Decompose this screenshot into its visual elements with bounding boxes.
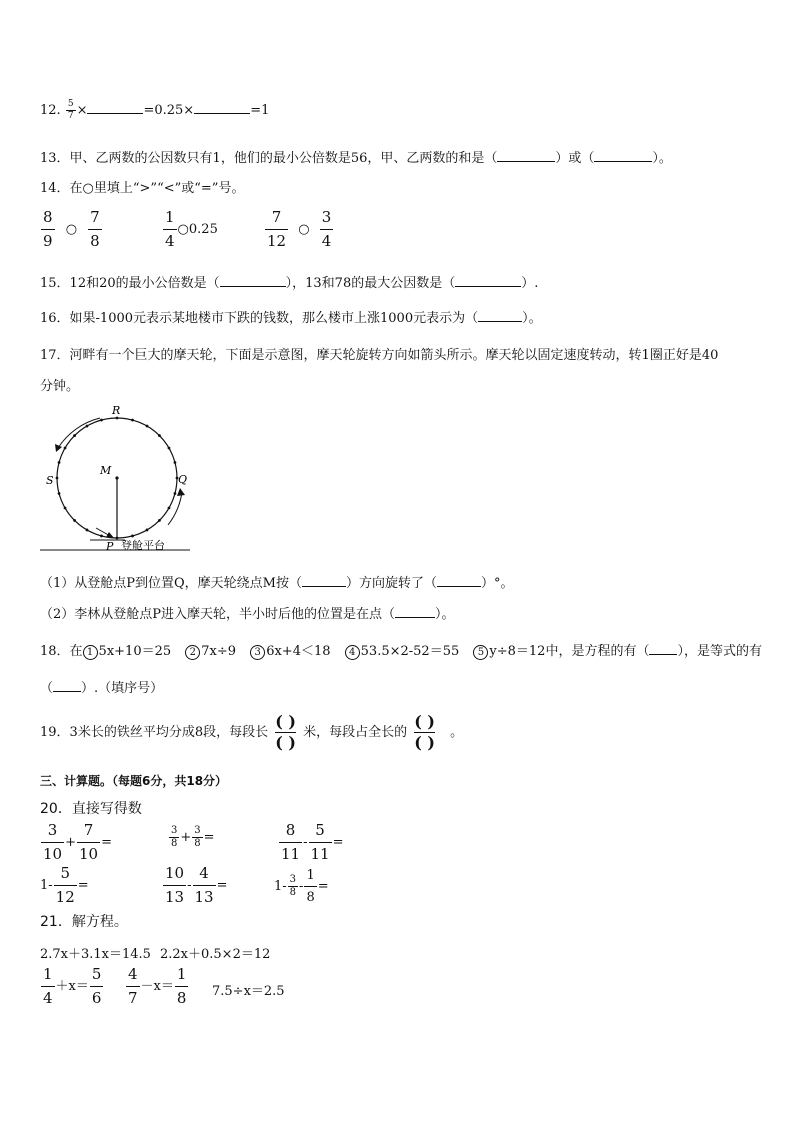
q15-blank-2[interactable] [455, 286, 521, 287]
q20-r1-item-1: $\frac{3}{10}$ + $\frac{7}{10}$ = [43, 821, 112, 863]
cabin-dot [100, 535, 103, 538]
q20-r2-item-3: 1- $\frac{3}{8}$ - $\frac{1}{8}$ = [274, 868, 329, 905]
q21-equation-1: 2.7x＋3.1x＝14.5 [40, 947, 151, 962]
q15: 15．12和20的最小公倍数是（ ），13和78的最大公因数是（ ）. [40, 276, 539, 291]
q21-title: 21．解方程。 [40, 914, 128, 930]
fraction: $\frac{3}{4}$ [321, 208, 332, 250]
q21-equation-4: $\frac{4}{7}$ －x＝ $\frac{1}{8}$ [128, 965, 187, 1007]
cabin-dot [168, 507, 171, 510]
q17-blank-3[interactable] [395, 617, 435, 618]
q19-paren-fraction-2[interactable]: $\frac{( )}{( )}$ [414, 712, 435, 752]
cabin-dot [64, 447, 67, 450]
fraction: $\frac{7}{12}$ [267, 208, 287, 250]
label-R: R [112, 404, 121, 417]
cabin-dot [158, 519, 161, 522]
label-S: S [46, 474, 54, 487]
q17-sub-1: （1）从登舱点P到位置Q，摩天轮绕点M按（ ）方向旋转了（ ）°。 [40, 576, 514, 591]
cabin-dot [168, 447, 171, 450]
cabin-dot [146, 529, 149, 532]
q17-blank-2[interactable] [437, 586, 481, 587]
q13: 13．甲、乙两数的公因数只有1，他们的最小公倍数是56，甲、乙两数的和是（ ）或（ ）。 [40, 151, 672, 166]
cabin-dot [131, 419, 134, 422]
q14-pair-1 [40, 210, 103, 249]
label-platform: 登舱平台 [121, 539, 165, 552]
cabin-dot [73, 519, 76, 522]
q17-line-2: 分钟。 [40, 379, 80, 394]
q16: 16．如果-1000元表示某地楼市下跌的钱数，那么楼市上涨1000元表示为（ ）。 [40, 311, 542, 326]
q13-blank-2[interactable] [594, 161, 652, 162]
q18-line-1: 18．在 1 5x+10＝25 2 7x÷9 3 6x+4＜18 4 53.5×2-52＝55 5 y÷8＝12中，是方程的有（ ），是等式的有 [40, 644, 762, 659]
cabin-dot [58, 492, 61, 495]
fraction: $\frac{8}{9}$ [43, 208, 53, 250]
cabin-dot [86, 529, 89, 532]
cabin-dot [64, 507, 67, 510]
q21-equation-2: 2.2x＋0.5×2＝12 [160, 947, 271, 962]
label-M: M [100, 464, 112, 477]
label-Q: Q [178, 473, 188, 486]
q12-blank-1[interactable] [87, 113, 143, 114]
q18-item-4: 4 53.5×2-52＝55 [345, 644, 460, 659]
cabin-dot [131, 535, 134, 538]
compare-circle[interactable]: ○ [177, 222, 189, 237]
q18-item-1: 1 5x+10＝25 [83, 644, 172, 659]
q20-r1-item-2: $\frac{3}{8}$ + $\frac{3}{8}$ = [171, 825, 215, 849]
q21-equation-3: $\frac{1}{4}$ ＋x＝ $\frac{5}{6}$ [43, 965, 102, 1007]
q18-blank-2[interactable] [53, 691, 81, 692]
q17-sub-2: （2）李林从登舱点P进入摩天轮，半小时后他的位置是在点（ ）。 [40, 607, 455, 622]
q12-fraction: $\frac{5}{7}$ [67, 99, 74, 121]
cabin-dot [73, 434, 76, 437]
q20-r2-item-1: 1- $\frac{5}{12}$ = [40, 864, 89, 906]
q14-pair-3 [264, 210, 334, 249]
cabin-dot [174, 492, 177, 495]
fraction: $\frac{7}{8}$ [90, 208, 100, 250]
cabin-dot [116, 417, 119, 420]
q20-title: 20．直接写得数 [40, 801, 142, 817]
q18-item-5: 5 y÷8＝12 [473, 644, 545, 659]
cabin-dot [100, 419, 103, 422]
q18-blank-1[interactable] [649, 654, 677, 655]
cabin-dot [146, 425, 149, 428]
q17-blank-1[interactable] [302, 586, 346, 587]
cabin-dot [158, 434, 161, 437]
compare-circle[interactable]: ○ [298, 222, 310, 237]
cabin-dot [86, 425, 89, 428]
q21-equation-5: 7.5÷x＝2.5 [212, 984, 285, 999]
q19: 19．3米长的铁丝平均分成8段，每段长 $\frac{( )}{( )}$ 米，每段占全长的 $\frac{( )}{( )}$ 。 [40, 712, 464, 752]
q18-item-3: 3 6x+4＜18 [250, 644, 330, 659]
q17-line-1: 17．河畔有一个巨大的摩天轮，下面是示意图，摩天轮旋转方向如箭头所示。摩天轮以固定速度转动，转1圈正好是40 [40, 348, 719, 363]
q15-blank-1[interactable] [220, 286, 286, 287]
q20-r2-item-2: $\frac{10}{13}$ - $\frac{4}{13}$ = [165, 864, 228, 906]
q19-paren-fraction-1[interactable]: $\frac{( )}{( )}$ [275, 712, 296, 752]
fraction: $\frac{1}{4}$ [165, 208, 175, 250]
compare-circle[interactable]: ○ [65, 222, 78, 237]
q18-item-2: 2 7x÷9 [185, 644, 236, 659]
q16-blank[interactable] [478, 321, 522, 322]
label-P: P [106, 540, 114, 553]
section-3-title: 三、计算题。（每题6分，共18分） [40, 774, 228, 788]
cabin-dot [56, 477, 59, 480]
cabin-dot [174, 461, 177, 464]
q12-blank-2[interactable] [194, 113, 250, 114]
q18-line-2: （ ）.（填序号） [40, 681, 164, 696]
q20-r1-item-3: $\frac{8}{11}$ - $\frac{5}{11}$ = [281, 821, 344, 863]
q12: 12. $\frac{5}{7}$ × =0.25× =1 [40, 99, 270, 121]
q14-title: 14．在○里填上“>”“<”或“=”号。 [40, 181, 245, 196]
ferris-wheel-diagram [30, 400, 210, 560]
q13-blank-1[interactable] [497, 161, 555, 162]
q14-pair-2: $\frac{1}{4}$ ○0.25 [165, 208, 218, 250]
cabin-dot [58, 461, 61, 464]
